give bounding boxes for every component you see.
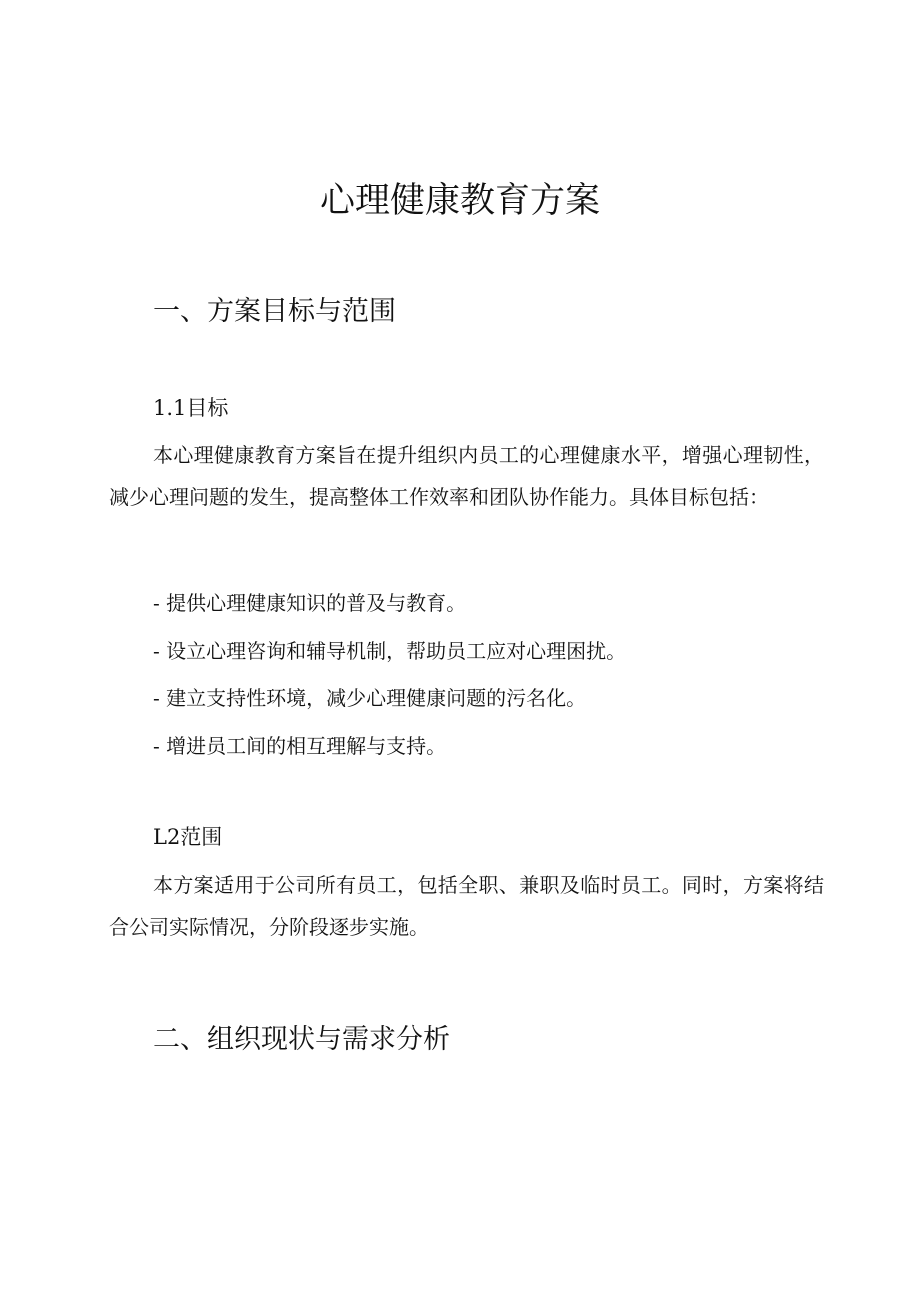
list-item: - 设立心理咨询和辅导机制，帮助员工应对心理困扰。: [153, 638, 627, 663]
list-item: - 增进员工间的相互理解与支持。: [153, 733, 447, 758]
goals-paragraph: 本心理健康教育方案旨在提升组织内员工的心理健康水平，增强心理韧性，减少心理问题的发生，提高整体工作效率和团队协作能力。具体目标包括：: [109, 443, 824, 509]
list-item: - 提供心理健康知识的普及与教育。: [153, 591, 467, 615]
subsection-heading-scope: L2范围: [153, 825, 223, 849]
section-heading-goals-scope: 一、方案目标与范围: [153, 296, 396, 327]
document-title: 心理健康教育方案: [319, 181, 600, 221]
scope-paragraph: 本方案适用于公司所有员工，包括全职、兼职及临时员工。同时，方案将结合公司实际情况，分阶段逐步实施。: [109, 873, 824, 939]
section-heading-status-analysis: 二、组织现状与需求分析: [153, 1024, 450, 1055]
list-item: - 建立支持性环境，减少心理健康问题的污名化。: [153, 686, 587, 710]
subsection-heading-goals: 1.1目标: [153, 396, 229, 420]
goals-list: [153, 580, 626, 770]
